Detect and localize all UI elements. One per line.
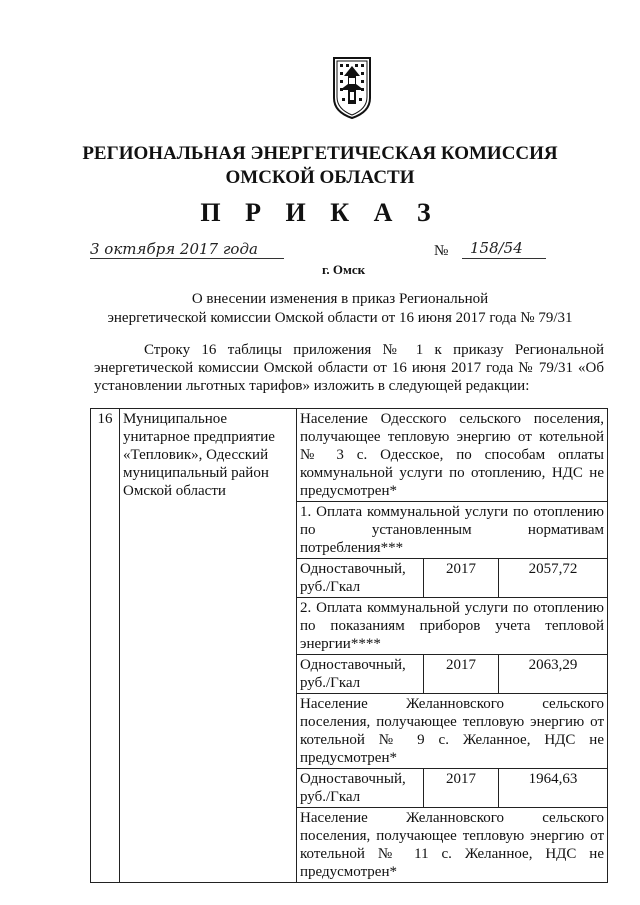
org-name-line2: ОМСКОЙ ОБЛАСТИ	[225, 167, 415, 188]
table-row	[91, 409, 608, 502]
number-underline	[462, 258, 546, 259]
tariff-label-cell: Одноставочный, руб./Гкал	[297, 769, 424, 808]
body-paragraph	[94, 341, 604, 395]
consumer-group-cell: Население Желанновского сельского поселения, получающее тепловую энергию от котельной № 9 с. Желанное, НДС не предусмотрен*	[297, 694, 608, 769]
consumer-group-cell: Население Желанновского сельского поселения, получающее тепловую энергию от котельной № 11 с. Желанное, НДС не предусмотрен*	[297, 808, 608, 883]
consumer-group-cell: Население Одесского сельского поселения, получающее тепловую энергию от котельной № 3 с. Одесское, по способам оплаты коммунальной услуги по отоплению, НДС не предусмотрен*	[297, 409, 608, 502]
tariff-label-cell: Одноставочный, руб./Гкал	[297, 655, 424, 694]
organization-cell: Муниципальное унитарное предприятие «Тепловик», Одесский муниципальный район Омской области	[120, 409, 297, 883]
tariff-value-cell: 2063,29	[499, 655, 608, 694]
document-title: П Р И К А З	[200, 198, 440, 227]
tariff-year-cell: 2017	[424, 655, 499, 694]
date-underline	[90, 258, 284, 259]
number-label: №	[434, 243, 449, 259]
number-handwritten: 158/54	[470, 239, 523, 257]
coat-of-arms-icon	[330, 54, 374, 120]
tariff-table	[90, 408, 608, 883]
tariff-value-cell: 1964,63	[499, 769, 608, 808]
org-name-line1: РЕГИОНАЛЬНАЯ ЭНЕРГЕТИЧЕСКАЯ КОМИССИЯ	[82, 143, 558, 164]
payment-method-cell: 1. Оплата коммунальной услуги по отоплению по установленным нормативам потребления***	[297, 502, 608, 559]
tariff-label-cell: Одноставочный, руб./Гкал	[297, 559, 424, 598]
body-paragraph-text: Строку 16 таблицы приложения № 1 к приказу Региональной энергетической комиссии Омской области от 16 июня 2017 года № 79/31 «Об установлении льготных тарифов» изложить в следующей редакции:	[94, 342, 604, 394]
tariff-year-cell: 2017	[424, 559, 499, 598]
city: г. Омск	[322, 262, 366, 277]
tariff-year-cell: 2017	[424, 769, 499, 808]
tariff-value-cell: 2057,72	[499, 559, 608, 598]
date-handwritten: 3 октября 2017 года	[90, 240, 258, 258]
subject-line1: О внесении изменения в приказ Региональной	[191, 291, 489, 307]
row-number: 16	[91, 409, 120, 883]
subject-line2: энергетической комиссии Омской области от 16 июня 2017 года № 79/31	[107, 310, 573, 326]
payment-method-cell: 2. Оплата коммунальной услуги по отоплению по показаниям приборов учета тепловой энергии****	[297, 598, 608, 655]
